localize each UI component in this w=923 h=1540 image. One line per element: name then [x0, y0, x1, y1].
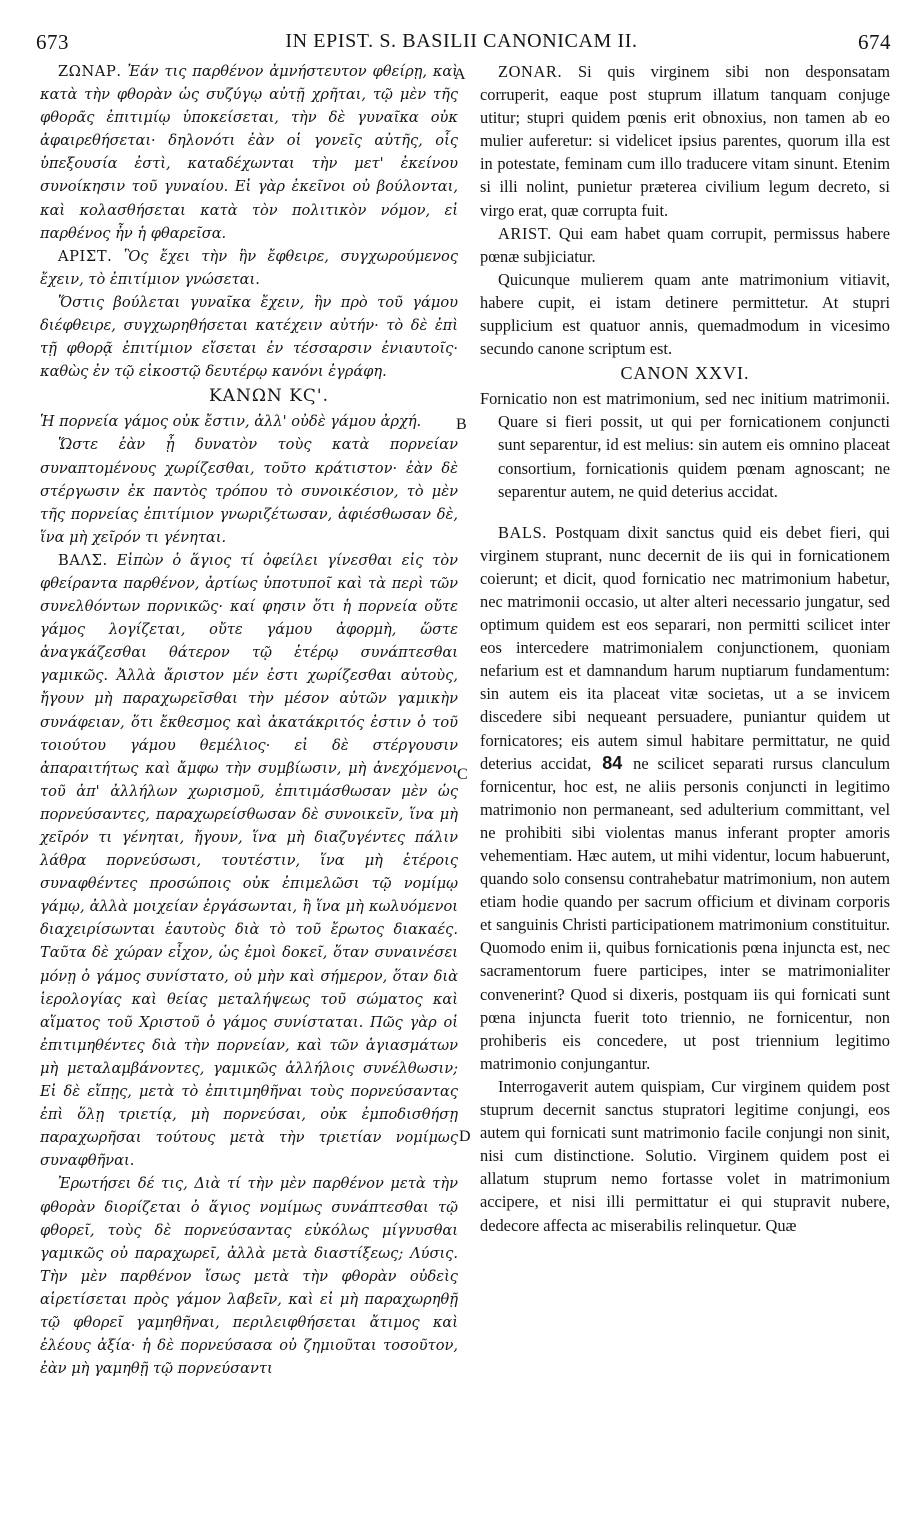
page-number-left: 673	[36, 30, 69, 54]
margin-letter-b: B	[456, 416, 467, 433]
greek-zonaras-paragraph	[40, 60, 458, 245]
greek-canon-heading: ΚΑΝΩΝ ΚϚ'.	[208, 386, 329, 407]
latin-aristenus-paragraph	[480, 222, 890, 268]
greek-canon-text-1: Ἡ πορνεία γάμος οὐκ ἔστιν, ἀλλ' οὐδὲ γάμου ἀρχή.	[40, 413, 422, 431]
latin-balsamon-label: BALS.	[498, 522, 547, 542]
latin-balsamon-question: Interrogaverit autem quispiam, Cur virginem quidem post stuprum decernit sanctus stupratori legitime conjungi, eos autem qui fornicati sunt matrimonio facile conjungi non sinit, nisi cum distinctione. Solutio. Virginem quidem post ei allatum stuprum nemo fortasse volet in matrimonium accipere, et nisi illi permittatur ei qui stupravit nubere, dedecore affecta ac miserabilis relinquetur. Quæ	[480, 1076, 890, 1235]
greek-balsamon-text: Εἰπὼν ὁ ἅγιος τί ὀφείλει γίνεσθαι εἰς τὸν φθείραντα παρθένον, ἀρτίως ὑποτυποῖ καὶ τὰ περὶ τῶν συνελθόντων πορνικῶς· καί φησιν ὅτι ἡ πορνεία οὔτε γάμος λογίζεται, οὔτε γάμου ἀφορμὴ, ὥστε ἀναγκάζεσθαι θάτερον τῷ ἑτέρῳ συνάπτεσθαι γαμικῶς. Ἀλλὰ ἄριστον μέν ἐστι χωρίζεσθαι αὐτοὺς, ἤγουν μὴ παραχωρεῖσθαι τὴν μέσον αὐτῶν γαμικὴν συνάφειαν, ὅτι ἔκθεσμος καὶ ἀκατάκριτός ἐστιν ὁ τοῦ τοιούτου γάμου θεμέλιος· εἰ δὲ στέργουσιν ἀπαραιτήτως καὶ ἄμφω τὴν συμβίωσιν, μὴ ἀνεχόμενοι τοῦ ἀπ' ἀλλήλων χωρισμοῦ, ἐπιτιμάσθωσαν μὲν ὡς πορνεύσαντες, παραχωρείσθωσαν δὲ συνοικεῖν, ἵνα μὴ χεῖρόν τι γένηται, ἤγουν, ἵνα μὴ διαζυγέντες πάλιν λάθρα πορνεύσωσι, τουτέστιν, ἵνα μὴ ἑτέροις συναφθέντες προσώποις οὐκ ἐπιμελῶσι τῷ νομίμῳ γάμῳ, ἀλλὰ μοιχείαν ἐργάσωνται, ἢ ἵνα μὴ κωλυόμενοι διαχειρίσωνται ἑαυτοὺς διὰ τὸ τοῦ ἔρωτος διακαές. Ταῦτα δὲ χώραν εἶχον, ὡς ἐμοὶ δοκεῖ, ὅταν συναινέσει μόνῃ ὁ γάμος συνίστατο, οὐ μὴν καὶ σήμερον, ὅταν διὰ ἱερολογίας καὶ θείας μεταλήψεως τοῦ σώματος καὶ αἵματος τοῦ Χριστοῦ ὁ γάμος συνίσταται. Πῶς γὰρ οἱ ἐπιτιμηθέντες διὰ τὴν πορνείαν, καὶ τῶν ἁγιασμάτων μὴ μεταλαμβάνοντες, γαμικῶς ἀλλήλοις συνέλθωσιν; Εἰ δὲ εἴπῃς, μετὰ τὸ ἐπιτιμηθῆναι τοὺς πορνεύσαντας ἐπὶ ὅλῃ τριετίᾳ, μὴ πορνεύσαι, οὐκ ἐμποδισθήσῃ παραχωρῆσαι τούτους μετὰ τὴν τριετίαν νομίμως συναφθῆναι.	[40, 551, 458, 1170]
greek-aristenus-explanation: Ὅστις βούλεται γυναῖκα ἔχειν, ἣν πρὸ τοῦ γάμου διέφθειρε, συγχωρηθήσεται κατέχειν αὐτήν· τὸ δὲ ἐπὶ τῇ φθορᾷ ἐπιτίμιον εἴσεται ἐν τέσσαρσιν ἐνιαυτοῖς· καθὼς ἐν τῷ εἰκοστῷ δευτέρῳ κανόνι ἐγράφη.	[40, 293, 458, 381]
running-title: IN EPIST. S. BASILII CANONICAM II.	[285, 30, 638, 52]
latin-canon-text: Fornicatio non est matrimonium, sed nec initium matrimonii. Quare si fieri possit, ut qui per fornicationem conjuncti sunt separentur, id est melius: sin autem eis omnino placeat consortium, fornicationis quidem pœnam agnoscant; ne separentur autem, ne quid deterius accidat.	[480, 389, 890, 501]
greek-balsamon-paragraph	[40, 549, 458, 1173]
greek-zonaras-text: Ἐάν τις παρθένον ἀμνήστευτον φθείρῃ, καὶ κατὰ τὴν φθορὰν ὡς συζύγῳ αὐτῇ χρῆται, τῷ μὲν τῆς φθορᾶς ἐπιτιμίῳ ὑποκείσεται, τὴν δὲ γυναῖκα οὐκ ἀφαιρεθήσεται· δηλονότι ἐὰν οἱ γονεῖς αὐτῆς, οἷς ὑπεξουσία ἐστὶ, καταδέχωνται τὴν μετ' ἐκείνου συνοίκησιν τοῦ γυναίου. Εἰ γὰρ ἐκεῖνοι οὐ βούλονται, καὶ κολασθήσεται κατὰ τὸν πολιτικὸν νόμον, εἰ παρθένος ἦν ἡ φθαρεῖσα.	[40, 63, 459, 242]
latin-balsamon-text-a: Postquam dixit sanctus quid eis debet fieri, qui virginem stuprant, nunc decernit de iis qui in fornicationem coierunt; et dicit, quod fornicatio nec matrimonium habetur, nec matrimonii occasio, ut alter alteri necessario jungatur, sed optimum quidem est eos separari, non permitti scilicet inter eos intercedere matrimonialem conjunctionem, quoniam nefarium est et damnandum harum nuptiarum fundamentum: sin autem eis ita placeat vitæ societas, ut a se invicem discedere sibi nequeant persuadere, puniantur quidem ut fornicatores; eis autem simul habitare permittatur, ne quid deterius accidat,	[480, 522, 890, 773]
latin-aristenus-text: Qui eam habet quam corrupit, permissus habere pœnæ subjiciatur.	[480, 223, 890, 266]
greek-aristenus-label: ΑΡΙΣΤ.	[58, 247, 113, 265]
latin-aristenus-explanation: Quicunque mulierem quam ante matrimonium vitiavit, habere cupit, ei istam detinere permittetur. At stupri supplicium est quatuor annis, quemadmodum in vicesimo secundo canone scriptum est.	[480, 269, 890, 359]
latin-zonaras-label: ZONAR.	[498, 62, 563, 81]
greek-zonaras-label: ΖΩΝΑΡ.	[58, 63, 122, 80]
margin-letter-d: D	[459, 1128, 471, 1145]
page-number-right: 674	[858, 30, 891, 54]
greek-aristenus-paragraph	[40, 245, 458, 291]
margin-letter-c: C	[457, 766, 468, 783]
latin-aristenus-label: ARIST.	[498, 223, 552, 243]
latin-zonaras-text: Si quis virginem sibi non desponsatam corruperit, eaque post stuprum illatum tanquam conjuge utitur; stupri quidem pœnis erit obnoxius, non tamen ab eo mulier auferetur: si videlicet ipsius parentes, quorum illa est in potestate, feminam cum illo traducere vitam sinunt. Etenim si illi nolint, punietur præterea civilium legum decreto, si virgo erat, quæ corrupta fuit.	[480, 62, 890, 220]
latin-zonaras-paragraph	[480, 60, 890, 222]
library-stamp-number: 84	[602, 752, 623, 773]
latin-spacer	[480, 503, 890, 521]
margin-letter-a: A	[454, 66, 466, 83]
greek-balsamon-question: Ἐρωτήσει δέ τις, Διὰ τί τὴν μὲν παρθένον μετὰ τὴν φθορὰν διορίζεται ὁ ἅγιος νομίμως συνάπτεσθαι τῷ φθορεῖ, τοὺς δὲ πορνεύσαντας εὐκόλως μίγνυσθαι γαμικῶς οὐ παραχωρεῖ, ἀλλὰ μετὰ διαστίξεως; Λύσις. Τὴν μὲν παρθένον ἴσως μετὰ τὴν φθορὰν οὐδεὶς αἱρετίσεται πρὸς γάμον λαβεῖν, καὶ εἰ μὴ παραχωρηθῇ τῷ φθορεῖ γαμηθῆναι, περιλειφθήσεται ἄτιμος καὶ ἐλέους ἀξία· ἡ δὲ πορνεύσασα οὐ ζημιοῦται τοσοῦτον, ἐὰν μὴ γαμηθῇ τῷ πορνεύσαντι	[40, 1175, 458, 1378]
greek-aristenus-text: Ὃς ἔχει τὴν ἣν ἔφθειρε, συγχωρούμενος ἔχειν, τὸ ἐπιτίμιον γνώσεται.	[40, 247, 458, 288]
greek-column	[40, 60, 458, 1380]
latin-column	[480, 60, 890, 1237]
latin-balsamon-paragraph	[480, 521, 890, 1075]
latin-balsamon-text-b: ne scilicet separati rursus clanculum fornicentur, hoc est, ne aliis personis conjuncti in legitimo matrimonio non permaneant, sed adulterium committant, vel ne prohibiti sibi violentas manus inferant propter amoris vehementiam. Hæc autem, ut mihi videntur, locum habuerunt, quando solo consensu contrahebatur matrimonium, non autem etiam hodie quando per sacrum officium et divinam corporis et sanguinis Christi participationem matrimonium constituitur. Quomodo enim ii, quibus fornicationis pœna injuncta est, nec sacramentorum fuere participes, inter se matrimonialiter convenerint? Quod si dixeris, postquam iis qui fornicati sunt pœna injuncta fuerit toto triennio, ne fornicentur, non prohiberis eis concedere, ut post triennium legitimo matrimonio conjungantur.	[480, 753, 890, 1073]
latin-canon-heading: CANON XXVI.	[620, 363, 750, 384]
greek-balsamon-label: ΒΑΛΣ.	[58, 551, 108, 569]
greek-canon-text-2: Ὥστε ἐὰν ᾖ δυνατὸν τοὺς κατὰ πορνείαν συναπτομένους χωρίζεσθαι, τοῦτο κράτιστον· ἐὰν δὲ στέργωσιν ἐκ παντὸς τρόπου τὸ συνοικέσιον, τὸ μὲν τῆς πορνείας ἐπιτίμιον γνωριζέτωσαν, ἀφιέσθωσαν δὲ, ἵνα μὴ χεῖρόν τι γένηται.	[40, 436, 458, 546]
